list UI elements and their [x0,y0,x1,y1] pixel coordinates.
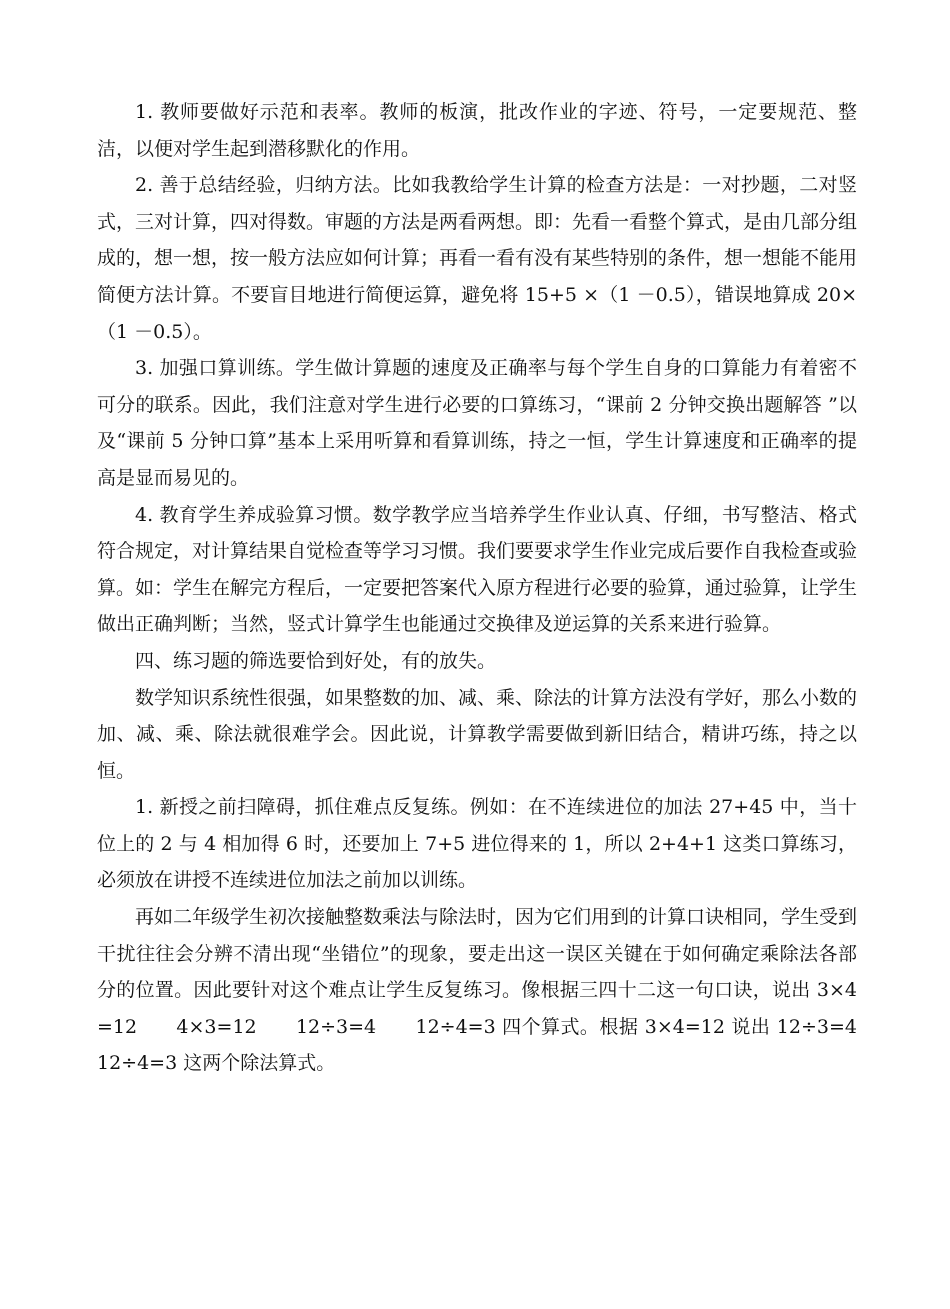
paragraph-new-lesson-obstacles: 1. 新授之前扫障碍，抓住难点反复练。例如：在不连续进位的加法 27+45 中，当十位上的 2 与 4 相加得 6 时，还要加上 7+5 进位得来的 1，所以 2+4+1 这类口算练习，必须放在讲授不连续进位加法之前加以训练。 [97,796,857,892]
paragraph-summarize-methods: 2. 善于总结经验，归纳方法。比如我教给学生计算的检查方法是：一对抄题，二对竖式，三对计算，四对得数。审题的方法是两看两想。即：先看一看整个算式，是由几部分组成的，想一想，按一般方法应如何计算；再看一看有没有某些特别的条件，想一想能不能用简便方法计算。不要盲目地进行简便运算，避免将 15+5 ×（1 －0.5），错误地算成 20×（1 －0.5）。 [97,174,858,343]
paragraph-math-system: 数学知识系统性很强，如果整数的加、减、乘、除法的计算方法没有学好，那么小数的加、减、乘、除法就很难学会。因此说，计算教学需要做到新旧结合，精讲巧练，持之以恒。 [97,686,858,782]
document-body [97,94,896,1082]
section-heading-exercise-selection: 四、练习题的筛选要恰到好处，有的放失。 [135,649,497,672]
paragraph-teacher-example: 1. 教师要做好示范和表率。教师的板演，批改作业的字迹、符号，一定要规范、整洁，以便对学生起到潜移默化的作用。 [97,101,857,160]
paragraph-checking-habit: 4. 教育学生养成验算习惯。数学教学应当培养学生作业认真、仔细，书写整洁、格式符合规定，对计算结果自觉检查等学习习惯。我们要要求学生作业完成后要作自我检查或验算。如：学生在解完方程后，一定要把答案代入原方程进行必要的验算，通过验算，让学生做出正确判断；当然，竖式计算学生也能通过交换律及逆运算的关系来进行验算。 [97,503,858,636]
paragraph-oral-calculation: 3. 加强口算训练。学生做计算题的速度及正确率与每个学生自身的口算能力有着密不可分的联系。因此，我们注意对学生进行必要的口算练习，“课前 2 分钟交换出题解答 ”以及“课前 5 分钟口算”基本上采用听算和看算训练，持之一恒，学生计算速度和正确率的提高是显而易见的。 [97,357,857,489]
paragraph-multiplication-division: 再如二年级学生初次接触整数乘法与除法时，因为它们用到的计算口诀相同，学生受到干扰往往会分辨不清出现“坐错位”的现象，要走出这一误区关键在于如何确定乘除法各部分的位置。因此要针对这个难点让学生反复练习。像根据三四十二这一句口诀，说出 3×4=12 4×3=12 12÷3=4 12÷4=3 四个算式。根据 3×4=12 说出 12÷3=4 12÷4=3 这两个除法算式。 [97,906,896,1075]
